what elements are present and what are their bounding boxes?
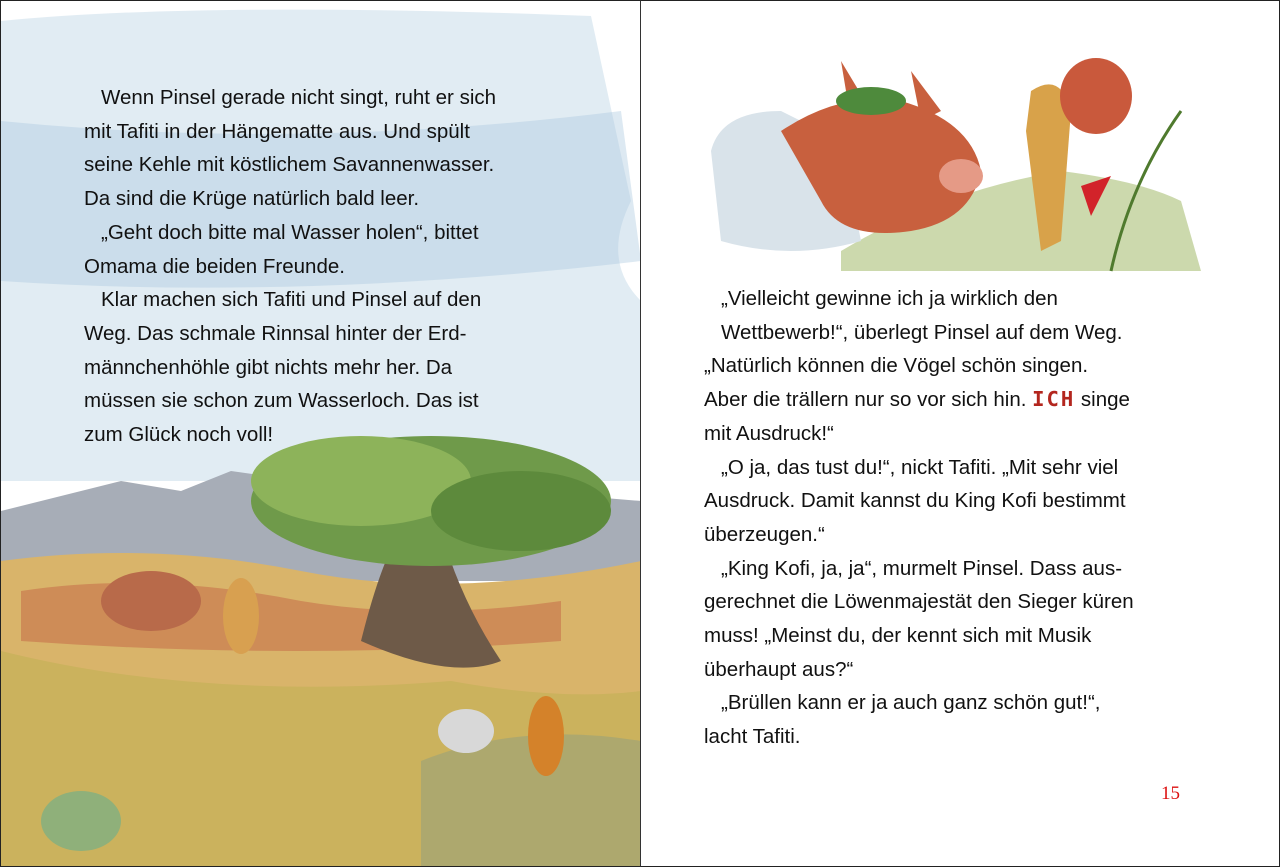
text-line: „O ja, das tust du!“, nickt Tafiti. „Mit sehr viel [721,455,1119,479]
text-line: Da sind die Krüge natürlich bald leer. [84,187,420,211]
text-line: überhaupt aus?“ [704,657,854,681]
page-number: 15 [1161,783,1180,804]
text-line: lacht Tafiti. [704,725,801,749]
text-line: zum Glück noch voll! [84,423,274,447]
paragraph [704,282,1244,349]
paragraph [704,585,1244,686]
paragraph [704,484,1244,551]
text-line: seine Kehle mit köstlichem Savannenwasser. [84,153,495,177]
paragraph [704,451,1244,485]
text-line: überzeugen.“ [704,522,825,546]
right-page [640,0,1280,867]
text-line: männchenhöhle gibt nichts mehr her. Da [84,355,453,379]
text-line: müssen sie schon zum Wasserloch. Das ist [84,389,479,413]
text-line: Klar machen sich Tafiti und Pinsel auf den [101,288,482,312]
text-line: Wettbewerb!“, überlegt Pinsel auf dem Weg. [721,320,1123,344]
paragraph [704,349,1244,450]
text-line: Aber die trällern nur so vor sich hin. [704,388,1027,412]
text-line: „King Kofi, ja, ja“, murmelt Pinsel. Dass aus- [721,556,1123,580]
text-line: Wenn Pinsel gerade nicht singt, ruht er sich [101,86,497,109]
paragraph [704,720,1244,754]
text-line: „Vielleicht gewinne ich ja wirklich den [721,287,1058,310]
left-page-text [84,81,584,452]
text-line: Weg. Das schmale Rinnsal hinter der Erd- [84,321,467,345]
pinsel-tafiti-illustration [641,1,1280,291]
text-line: gerechnet die Löwenmajestät den Sieger küren [704,590,1134,614]
text-line: singe [1080,388,1130,412]
paragraph [704,686,1244,720]
text-line: „Natürlich können die Vögel schön singen. [704,354,1089,378]
paragraph [704,552,1244,586]
text-line: Omama die beiden Freunde. [84,254,345,278]
right-page-text [704,282,1244,754]
text-line: Ausdruck. Damit kannst du King Kofi bestimmt [704,489,1126,513]
text-line: mit Ausdruck!“ [704,421,834,445]
text-line: mit Tafiti in der Hängematte aus. Und spült [84,119,470,143]
text-line: „Geht doch bitte mal Wasser holen“, bittet [101,220,479,244]
emphasis-ich: ICH [1032,387,1076,412]
text-line: muss! „Meinst du, der kennt sich mit Musik [704,624,1092,648]
text-line: „Brüllen kann er ja auch ganz schön gut!“, [721,691,1101,715]
